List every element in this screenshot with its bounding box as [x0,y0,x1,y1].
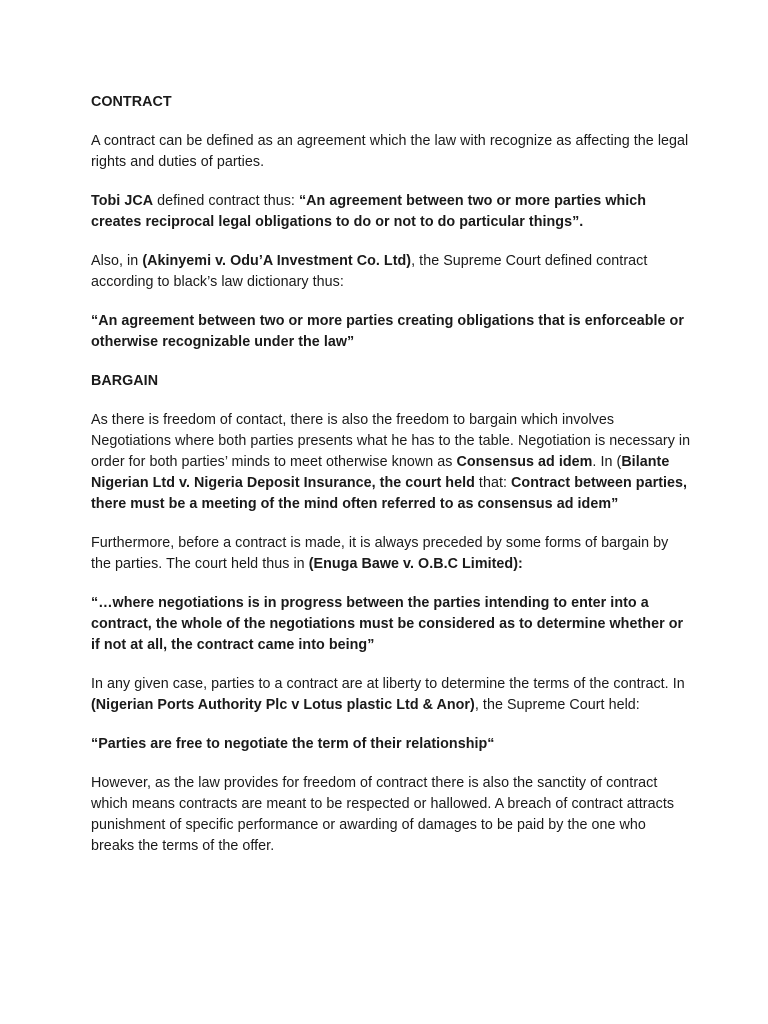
paragraph-text: Furthermore, before a contract is made, it is always preceded by some forms of bargain by the parties. The court held thus in [91,535,669,572]
case-citation: (Nigerian Ports Authority Plc v Lotus plastic Ltd & Anor) [91,697,475,713]
paragraph-text: As there is freedom of contact, there is also the freedom to bargain which involves Negotiations where both parties presents what he has to the table. Negotiation is necessary in order for both parties’ minds to meet otherwise known as [91,412,691,470]
paragraph-text: . In ( [592,454,622,470]
paragraph-tobi-jca [91,191,691,233]
paragraph-akinyemi [91,251,691,293]
document-page [91,92,691,857]
paragraph-text: In any given case, parties to a contract are at liberty to determine the terms of the contract. In [91,676,685,692]
quote-blacks-law: “An agreement between two or more parties creating obligations that is enforceable or otherwise recognizable under the law” [91,313,684,350]
case-citation: (Akinyemi v. Odu’A Investment Co. Ltd) [142,253,412,269]
case-citation: (Enuga Bawe v. O.B.C Limited): [308,556,523,572]
judge-name: Tobi JCA [91,193,154,209]
term-consensus: Consensus ad idem [456,454,593,470]
paragraph-text: that: [474,475,512,491]
quote-negotiations: “…where negotiations is in progress between the parties intending to enter into a contract, the whole of the negotiations must be considered as to determine whether or if not at all, the contract came into being” [91,595,684,653]
quote-parties-free: “Parties are free to negotiate the term of their relationship“ [91,736,495,752]
paragraph-bargain [91,410,691,515]
paragraph-definition: A contract can be defined as an agreement which the law with recognize as affecting the legal rights and duties of parties. [91,133,689,170]
heading-bargain: BARGAIN [91,373,159,389]
paragraph-text: Also, in [91,253,143,269]
paragraph-sanctity: However, as the law provides for freedom of contract there is also the sanctity of contract which means contracts are meant to be respected or hallowed. A breach of contract attracts punishment of specific performance or awarding of damages to be paid by the one who breaks the terms of the offer. [91,775,675,854]
paragraph-text: defined contract thus: [153,193,299,209]
paragraph-furthermore [91,533,691,575]
paragraph-liberty [91,674,691,716]
quote-text: “An agreement between two or more parties which creates reciprocal legal obligations to do or not to do particular things”. [91,193,647,230]
case-citation: Bilante Nigerian Ltd v. Nigeria Deposit Insurance, the court held [91,454,670,491]
paragraph-text: , the Supreme Court held: [474,697,640,713]
quote-text: Contract between parties, there must be a meeting of the mind often referred to as consensus ad idem” [91,475,688,512]
paragraph-text: , the Supreme Court defined contract according to black’s law dictionary thus: [91,253,648,290]
heading-contract: CONTRACT [91,94,172,110]
